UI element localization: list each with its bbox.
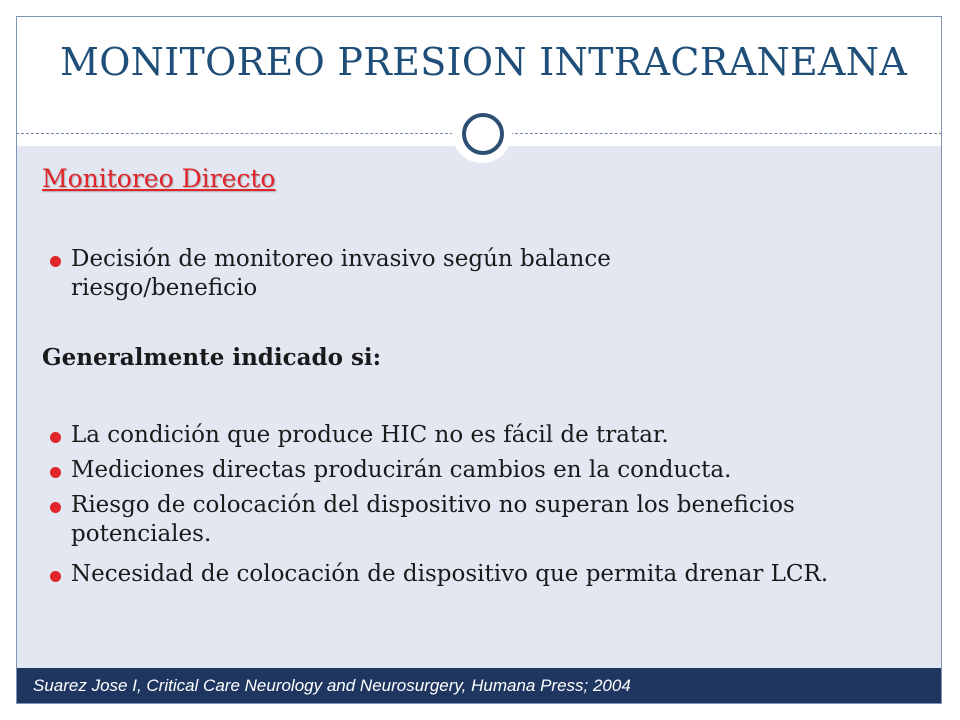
slide-title: MONITOREO PRESION INTRACRANEANA [60,40,908,84]
list-item-text: Riesgo de colocación del dispositivo no superan los beneficios potenciales. [71,492,795,547]
circle-ornament-icon [452,103,512,163]
bullet-dot-icon [50,571,61,582]
list-item-text: La condición que produce HIC no es fácil de tratar. [71,422,669,448]
bullet-dot-icon [50,502,61,513]
footer-citation: Suarez Jose I, Critical Care Neurology and Neurosurgery, Humana Press; 2004 [33,676,631,695]
list-item-text: Decisión de monitoreo invasivo según balance riesgo/beneficio [71,246,611,301]
bullet-dot-icon [50,432,61,443]
list-item-text: Necesidad de colocación de dispositivo que permita drenar LCR. [71,561,829,587]
subheading: Monitoreo Directo [42,164,276,193]
list-item-text: Mediciones directas producirán cambios en la conducta. [71,457,732,483]
content-area [17,146,941,668]
footer-bar [17,668,941,703]
bullet-dot-icon [50,467,61,478]
bullet-dot-icon [50,256,61,267]
indication-heading: Generalmente indicado si: [42,344,382,371]
